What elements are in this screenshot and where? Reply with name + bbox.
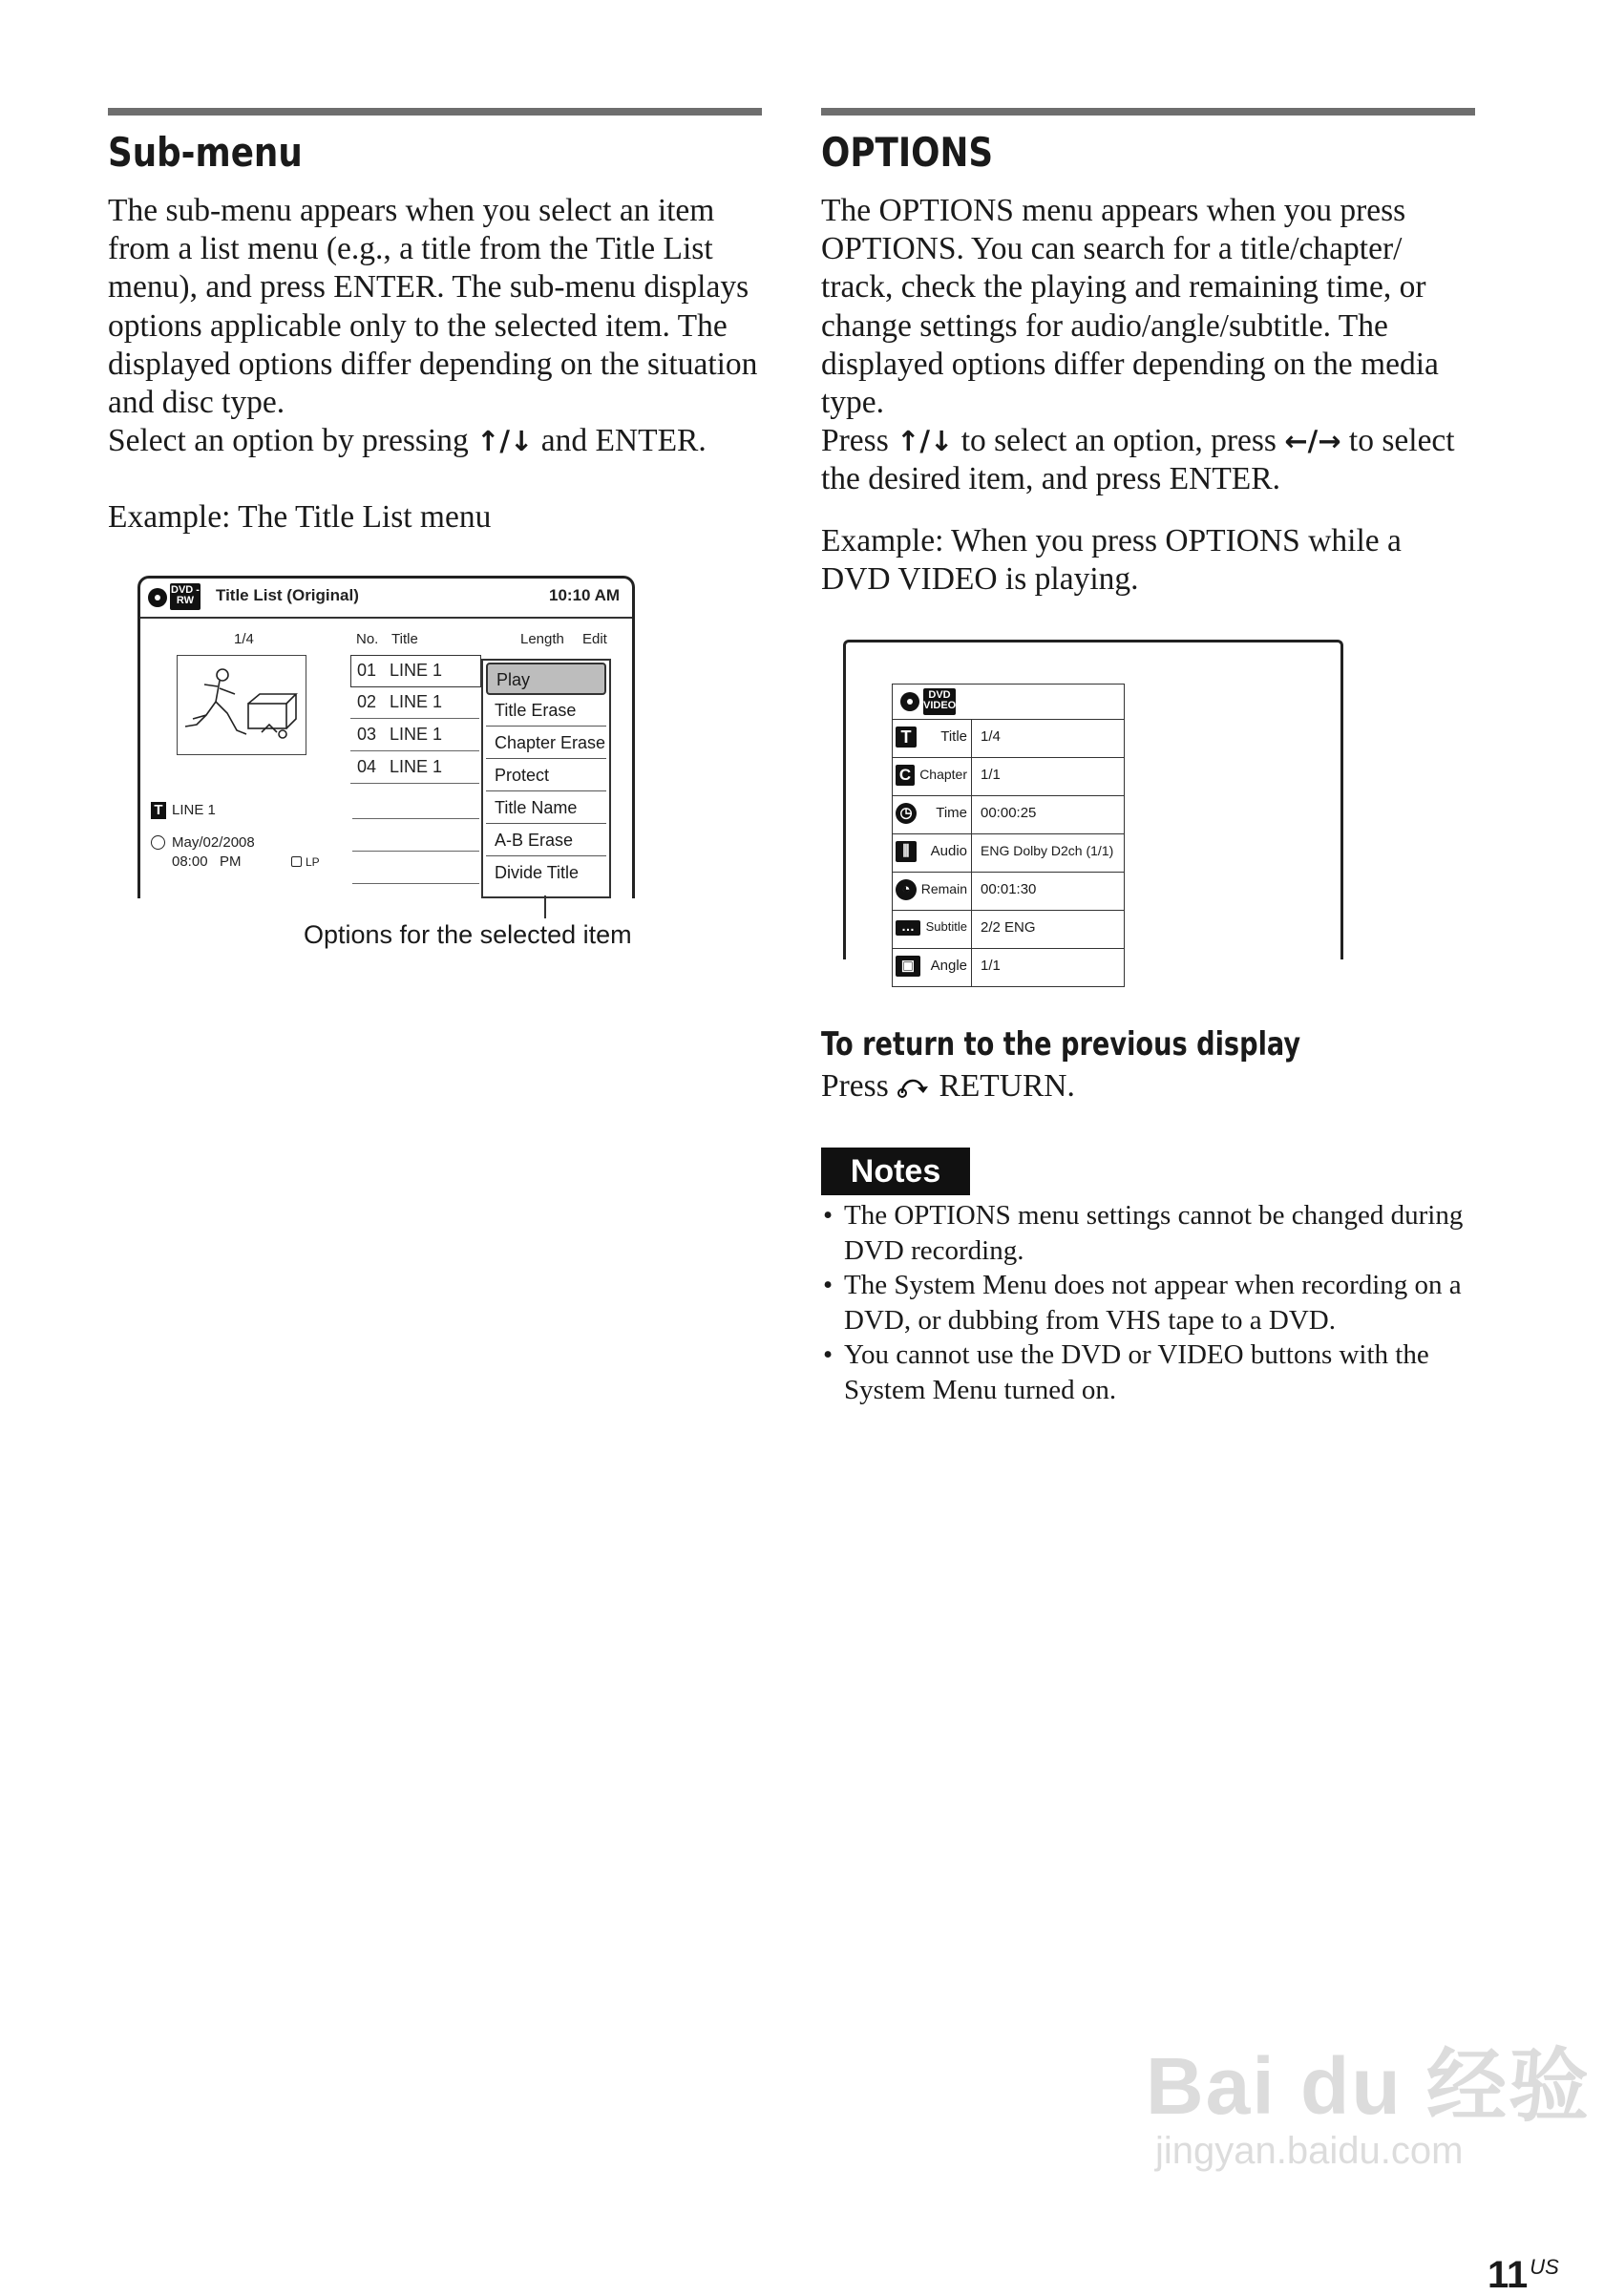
notes-badge: Notes <box>821 1148 970 1195</box>
left-right-arrows-icon: ←/→ <box>1284 425 1341 458</box>
thumbnail <box>177 655 306 755</box>
options-disc-row <box>893 685 1124 719</box>
option-angle[interactable]: ▣ Angle 1/1 <box>893 948 1124 986</box>
disc-icon <box>900 692 919 711</box>
col-length: Length <box>520 631 564 647</box>
sub-menu-heading: Sub-menu <box>108 129 303 176</box>
subtitle-icon: … <box>896 920 920 936</box>
options-paragraph: The OPTIONS menu appears when you press OPTIONS. You can search for a title/chapter/ track, check the playing and remaining time, or change settings for audio/angle/subtitle. The displayed options differ depending on the media type. <box>821 193 1439 421</box>
submenu-title-name[interactable]: Title Name <box>486 792 606 824</box>
notes-list <box>821 1198 1489 1407</box>
soccer-player-image <box>178 656 306 754</box>
up-down-arrows-icon: ↑/↓ <box>476 425 534 458</box>
sub-menu-example: Example: The Title List menu <box>108 499 492 536</box>
return-instruction: Press RETURN. <box>821 1068 1075 1104</box>
info-mode: LP <box>306 855 320 869</box>
clock: 10:10 AM <box>549 586 621 604</box>
chapter-icon: C <box>896 765 915 786</box>
title-list-header <box>140 579 632 619</box>
sub-menu-popup <box>481 659 611 898</box>
option-audio[interactable]: ⫼ Audio ENG Dolby D2ch (1/1) <box>893 833 1124 872</box>
lock-icon <box>291 856 302 867</box>
disc-icon <box>148 588 167 607</box>
options-section <box>821 108 1475 599</box>
section-rule <box>108 108 762 116</box>
info-title: LINE 1 <box>172 802 216 818</box>
title-row-3[interactable]: 03 LINE 1 <box>350 720 479 751</box>
angle-icon: ▣ <box>896 956 920 977</box>
sub-menu-section <box>108 108 762 537</box>
return-icon <box>897 1072 931 1099</box>
options-screen <box>843 640 1343 974</box>
submenu-play[interactable]: Play <box>486 663 606 695</box>
baidu-watermark <box>1146 2043 1591 2173</box>
info-date: May/02/2008 <box>172 834 255 851</box>
title-list-screen <box>137 576 635 898</box>
empty-row-line <box>352 851 479 852</box>
option-subtitle[interactable]: … Subtitle 2/2 ENG <box>893 910 1124 948</box>
submenu-divide-title[interactable]: Divide Title <box>495 863 580 882</box>
option-chapter[interactable]: C Chapter 1/1 <box>893 757 1124 795</box>
up-down-arrows-icon: ↑/↓ <box>897 425 954 458</box>
col-title: Title <box>391 631 418 647</box>
submenu-title-erase[interactable]: Title Erase <box>486 695 606 727</box>
watermark-brand: Bai du 经验 <box>1146 2041 1592 2131</box>
dvd-rw-badge: DVD -RW <box>170 583 200 610</box>
sub-menu-instruction: Select an option by pressing ↑/↓ and ENTER. <box>108 423 707 459</box>
callout-line <box>544 895 546 918</box>
return-subheading: To return to the previous display <box>821 1025 1301 1064</box>
title-counter: 1/4 <box>234 631 254 647</box>
info-time: 08:00 PM <box>172 853 242 870</box>
empty-row-line <box>352 883 479 884</box>
col-no: No. <box>356 631 379 647</box>
note-item: • The System Menu does not appear when recording on a DVD, or dubbing from VHS tape to a DVD. <box>821 1268 1489 1338</box>
empty-row-line <box>352 818 479 819</box>
options-menu <box>892 684 1125 987</box>
title-row-4[interactable]: 04 LINE 1 <box>350 752 479 784</box>
title-row-1[interactable]: 01 LINE 1 <box>350 655 481 687</box>
sub-menu-paragraph: The sub-menu appears when you select an item from a list menu (e.g., a title from the Title List menu), and press ENTER. The sub-menu displays options applicable only to the selected item. The displayed options differ depending on the situation and disc type. <box>108 193 758 421</box>
title-row-2[interactable]: 02 LINE 1 <box>350 687 479 719</box>
submenu-protect[interactable]: Protect <box>486 760 606 791</box>
remain-icon: ◔ <box>896 879 917 900</box>
time-icon: ◷ <box>896 803 917 824</box>
clock-icon <box>151 835 165 850</box>
option-title[interactable]: T Title 1/4 <box>893 719 1124 757</box>
watermark-url: jingyan.baidu.com <box>1155 2130 1464 2172</box>
title-list-title: Title List (Original) <box>216 586 359 604</box>
title-icon: T <box>896 727 917 748</box>
options-heading: OPTIONS <box>821 129 994 176</box>
col-edit: Edit <box>582 631 607 647</box>
submenu-chapter-erase[interactable]: Chapter Erase <box>486 727 606 759</box>
note-item: • You cannot use the DVD or VIDEO buttons with the System Menu turned on. <box>821 1338 1489 1407</box>
note-item: • The OPTIONS menu settings cannot be changed during DVD recording. <box>821 1198 1489 1268</box>
page-number: $11^{US}$ <box>1488 2254 1559 2296</box>
options-instruction: Press ↑/↓ to select an option, press ←/→ to select the desired item, and press ENTER. <box>821 423 1455 497</box>
option-remain[interactable]: ◔ Remain 00:01:30 <box>893 872 1124 910</box>
options-example: Example: When you press OPTIONS while a DVD VIDEO is playing. <box>821 522 1402 597</box>
audio-icon: ⫼ <box>896 841 917 862</box>
option-time[interactable]: ◷ Time 00:00:25 <box>893 795 1124 833</box>
screenshot-caption: Options for the selected item <box>304 920 632 949</box>
submenu-ab-erase[interactable]: A-B Erase <box>486 825 606 856</box>
title-badge-icon: T <box>151 802 166 819</box>
section-rule <box>821 108 1475 116</box>
dvd-video-badge: DVD VIDEO <box>923 688 956 715</box>
